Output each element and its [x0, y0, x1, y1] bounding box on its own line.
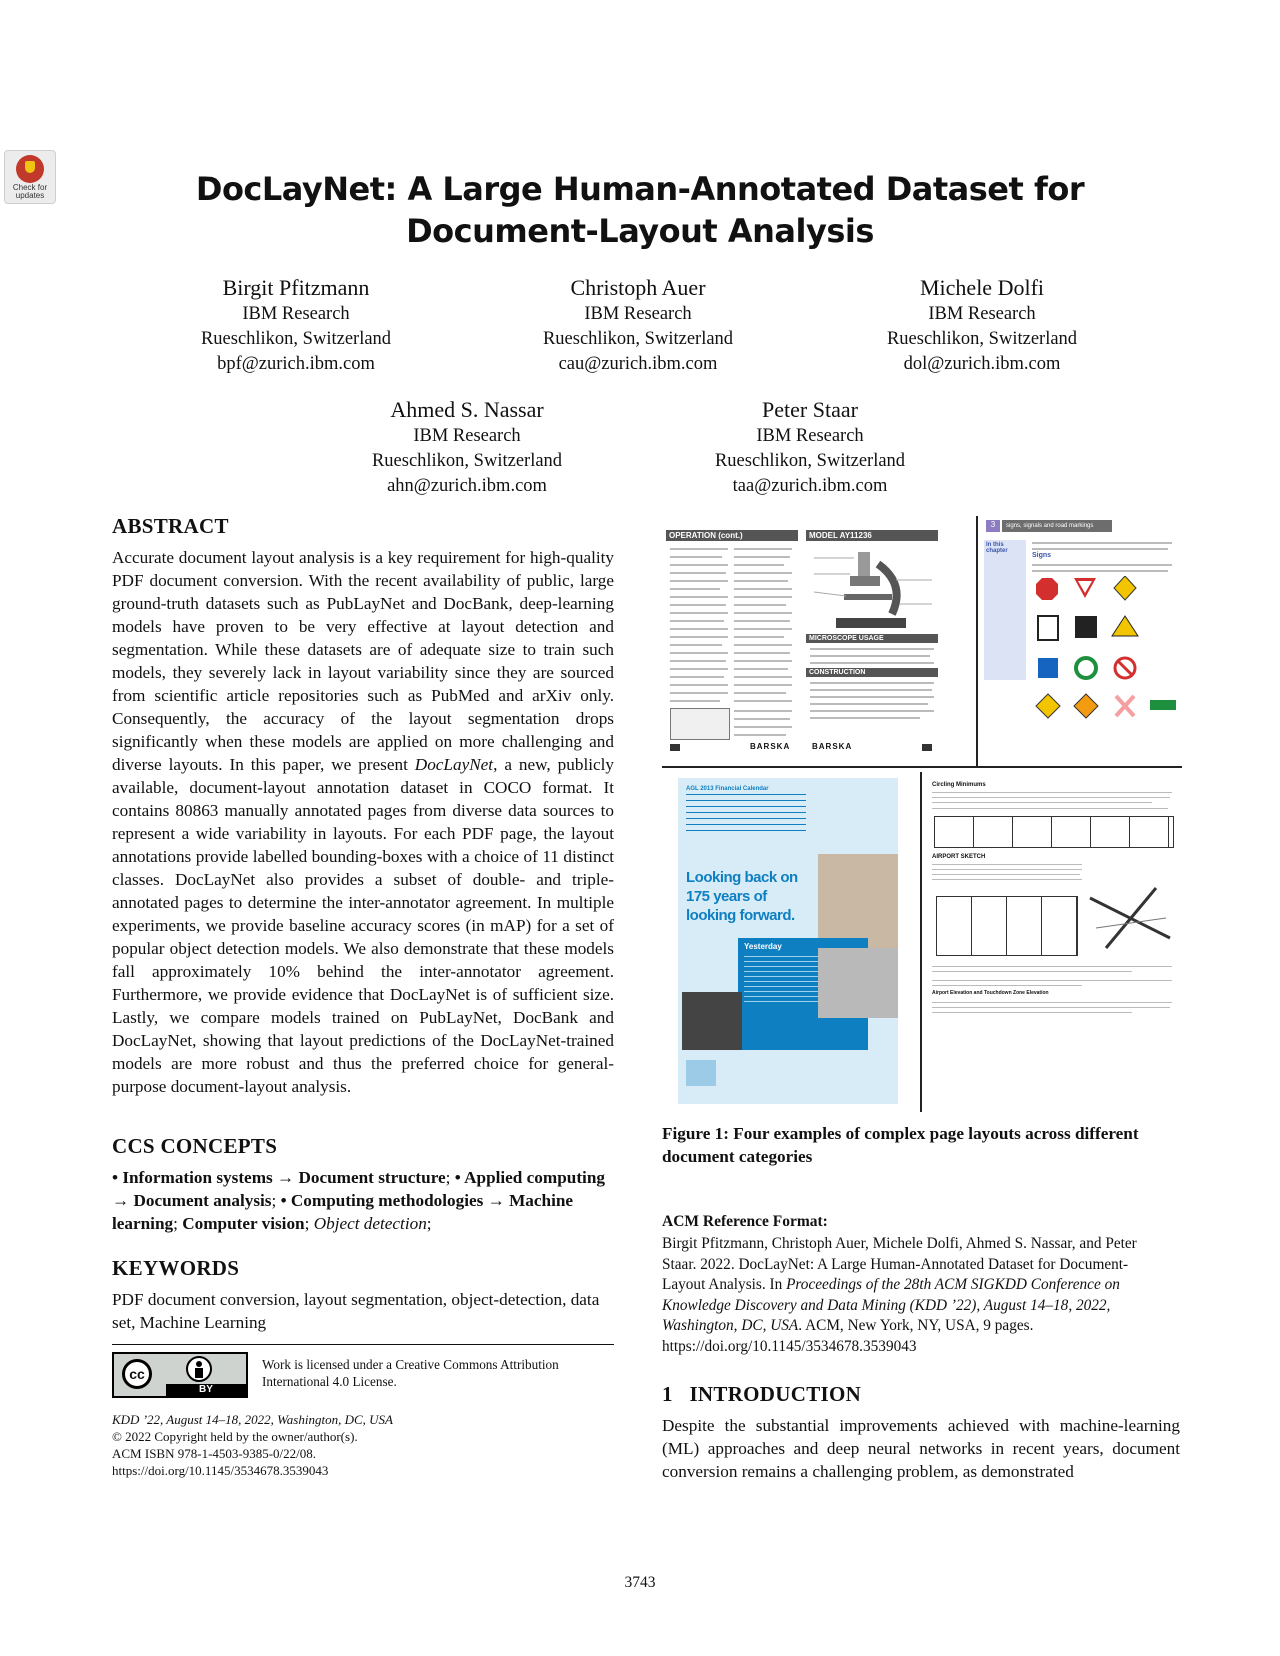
ccs-sep: ; — [304, 1214, 314, 1233]
acm-part: Birgit Pfitzmann, Christoph Auer, Michele Dolfi, Ahmed S. Nassar, and Peter Staar. 2022. DocLayNet: A Large Human-Annotated Dataset for Document-Layout Analysis. In — [662, 1235, 1137, 1293]
acm-reference-text — [662, 1234, 1170, 1357]
photo-woman — [818, 854, 898, 948]
author-email: taa@zurich.ibm.com — [732, 476, 888, 496]
figure-divider — [976, 516, 978, 768]
license-text: Work is licensed under a Creative Commons Attribution International 4.0 License. — [262, 1357, 559, 1389]
title-line-1: DocLayNet: A Large Human-Annotated Dataset for — [195, 170, 1085, 208]
isbn-line: ACM ISBN 978-1-4503-9385-0/22/08. — [112, 1446, 317, 1461]
cc-icon: cc — [122, 1359, 152, 1389]
acm-reference-heading: ACM Reference Format: — [662, 1213, 828, 1230]
keywords-heading: KEYWORDS — [112, 1256, 240, 1280]
attribution-icon — [186, 1356, 212, 1382]
abstract-heading: ABSTRACT — [112, 514, 229, 538]
author-block — [468, 274, 808, 377]
author-email: bpf@zurich.ibm.com — [217, 354, 375, 374]
author-org: IBM Research — [928, 304, 1036, 324]
introduction-heading: 1 INTRODUCTION — [662, 1382, 862, 1406]
photo-man — [818, 948, 898, 1018]
author-email: dol@zurich.ibm.com — [903, 354, 1061, 374]
ccs-text — [112, 1166, 614, 1235]
abstract-emphasis: DocLayNet — [414, 755, 494, 774]
headline-line: Looking back on — [686, 869, 798, 886]
author-name: Ahmed S. Nassar — [390, 397, 544, 422]
page-number: 3743 — [624, 1574, 656, 1591]
headline-line: 175 years of — [686, 888, 767, 905]
badge-text-1: Check for — [12, 183, 48, 192]
abstract-part: Accurate document layout analysis is a key requirement for high-quality PDF document conversion. With the recent availability of public, large ground-truth datasets such as PubLayNet and DocBank, deep-learning models have proven to be very effective at layout detection and segmentation. While these datasets are of adequate size to train such models, they severely lack in layout variability since they are sourced from scientific article repositories such as PubMed and arXiv only. Consequently, the accuracy of the layout segmentation drops significantly when these models are applied on more challenging and diverse layouts. In this paper, we present — [112, 548, 614, 774]
chapter-tab: signs, signals and road markings — [1002, 520, 1112, 532]
ccs-sep: ; — [173, 1214, 183, 1233]
chapter-sidebar — [984, 540, 1026, 680]
section-heading: Circling Minimums — [932, 782, 986, 788]
brand-label: BARSKA — [750, 742, 791, 751]
author-name: Christoph Auer — [570, 275, 706, 300]
section-heading: AIRPORT SKETCH — [932, 854, 986, 860]
road-sign-grid-icon — [1030, 576, 1180, 756]
copyright-line: © 2022 Copyright held by the owner/author(s). — [112, 1429, 358, 1444]
figure-divider — [920, 772, 922, 1112]
author-location: Rueschlikon, Switzerland — [371, 451, 563, 471]
construction-header: CONSTRUCTION — [806, 668, 938, 677]
headline-line: looking forward. — [686, 907, 795, 924]
airport-diagram-icon — [1086, 878, 1176, 958]
author-email: cau@zurich.ibm.com — [558, 354, 718, 374]
report-headline — [686, 868, 806, 925]
acm-part: . ACM, New York, NY, USA, 9 pages. https://doi.org/10.1145/3534678.3539043 — [662, 1317, 1034, 1355]
usage-header: MICROSCOPE USAGE — [806, 634, 938, 643]
ccs-concept: • Computing methodologies → Machine learning — [112, 1191, 574, 1233]
abstract-part: , a new, publicly available, document-layout annotation dataset in COCO format. It contains 80863 manually annotated pages from diverse data sources to represent a wide variability in layouts. For each PDF page, the layout annotations provide labelled bounding-boxes with a choice of 11 distinct classes. DocLayNet also provides a subset of double- and triple-annotated pages to determine the inter-annotator agreement. In multiple experiments, we provide baseline accuracy scores (in mAP) for a set of popular object detection models. We also demonstrate that these models fall approximately 10% behind the inter-annotator agreement. Furthermore, we provide evidence that DocLayNet is of sufficient size. Lastly, we compare models trained on PubLayNet, DocBank and DocLayNet, showing that layout predictions of the DocLayNet-trained models are more robust and thus the preferred choice for general-purpose document-layout analysis. — [112, 755, 614, 1096]
sidebar-title: In this chapter — [986, 542, 1008, 554]
ccs-concept: • Information systems → Document structure — [112, 1168, 446, 1187]
paper-title — [0, 168, 1280, 252]
photo-building — [682, 992, 742, 1050]
author-org: IBM Research — [756, 426, 864, 446]
sample-page-road-signs: 3 signs, signals and road markings In this chapter Signs — [980, 520, 1180, 756]
sample-page-microscope — [806, 530, 938, 756]
author-email: ahn@zurich.ibm.com — [387, 476, 547, 496]
title-line-2: Document-Layout Analysis — [406, 212, 874, 250]
author-location: Rueschlikon, Switzerland — [200, 329, 392, 349]
author-location: Rueschlikon, Switzerland — [886, 329, 1078, 349]
abstract-text — [112, 546, 614, 1098]
sample-page-airport — [926, 778, 1180, 1104]
author-location: Rueschlikon, Switzerland — [542, 329, 734, 349]
author-org: IBM Research — [242, 304, 350, 324]
ccs-heading: CCS CONCEPTS — [112, 1134, 278, 1158]
author-location: Rueschlikon, Switzerland — [714, 451, 906, 471]
signs-heading: Signs — [1032, 552, 1052, 559]
figure-divider — [662, 766, 1182, 768]
author-block — [812, 274, 1152, 377]
microscope-header: MODEL AY11236 — [806, 530, 938, 541]
badge-text-2: updates — [15, 191, 45, 200]
ccs-sep: ; — [426, 1214, 432, 1233]
yesterday-heading: Yesterday — [744, 942, 782, 951]
author-name: Michele Dolfi — [919, 275, 1045, 300]
section-heading: Airport Elevation and Touchdown Zone Elevation — [932, 990, 1049, 996]
author-block — [297, 396, 637, 499]
introduction-text: Despite the substantial improvements achieved with machine-learning (ML) approaches and deep neural networks in recent years, document conversion remains a challenging problem, as demonstrated — [662, 1416, 1180, 1481]
author-org: IBM Research — [413, 426, 521, 446]
cc-by-logo[interactable] — [112, 1352, 248, 1398]
figure-caption: Figure 1: Four examples of complex page layouts across different document categories — [662, 1124, 1139, 1166]
ccs-concept: • Applied computing → Document analysis — [112, 1168, 605, 1210]
author-block — [126, 274, 466, 377]
manual-header: OPERATION (cont.) — [666, 530, 798, 541]
license-rule — [112, 1344, 614, 1345]
by-label: BY — [166, 1384, 246, 1396]
ccs-concept: Object detection — [313, 1214, 427, 1233]
keywords-text: PDF document conversion, layout segmentation, object-detection, data set, Machine Learning — [112, 1290, 600, 1332]
doi-link[interactable]: https://doi.org/10.1145/3534678.3539043 — [112, 1463, 329, 1478]
calendar-title: AGL 2013 Financial Calendar — [686, 786, 769, 792]
sample-page-manual — [666, 530, 798, 756]
ccs-concept: Computer vision — [182, 1214, 305, 1233]
ccs-sep: ; — [271, 1191, 281, 1210]
microscope-illustration-icon — [806, 544, 938, 630]
venue-line: KDD ’22, August 14–18, 2022, Washington, DC, USA — [112, 1412, 393, 1427]
venue-info — [112, 1411, 512, 1479]
sample-page-annual-report — [678, 778, 898, 1104]
author-org: IBM Research — [584, 304, 692, 324]
author-name: Birgit Pfitzmann — [222, 275, 370, 300]
figure-1 — [662, 516, 1182, 1112]
brand-label: BARSKA — [812, 742, 853, 751]
ccs-sep: ; — [445, 1168, 455, 1187]
author-block — [640, 396, 980, 499]
acm-proceedings: Proceedings of the 28th ACM SIGKDD Conference on Knowledge Discovery and Data Mining (KDD ’22), August 14–18, 2022, Washington, DC, USA — [662, 1276, 1120, 1334]
author-name: Peter Staar — [762, 397, 858, 422]
